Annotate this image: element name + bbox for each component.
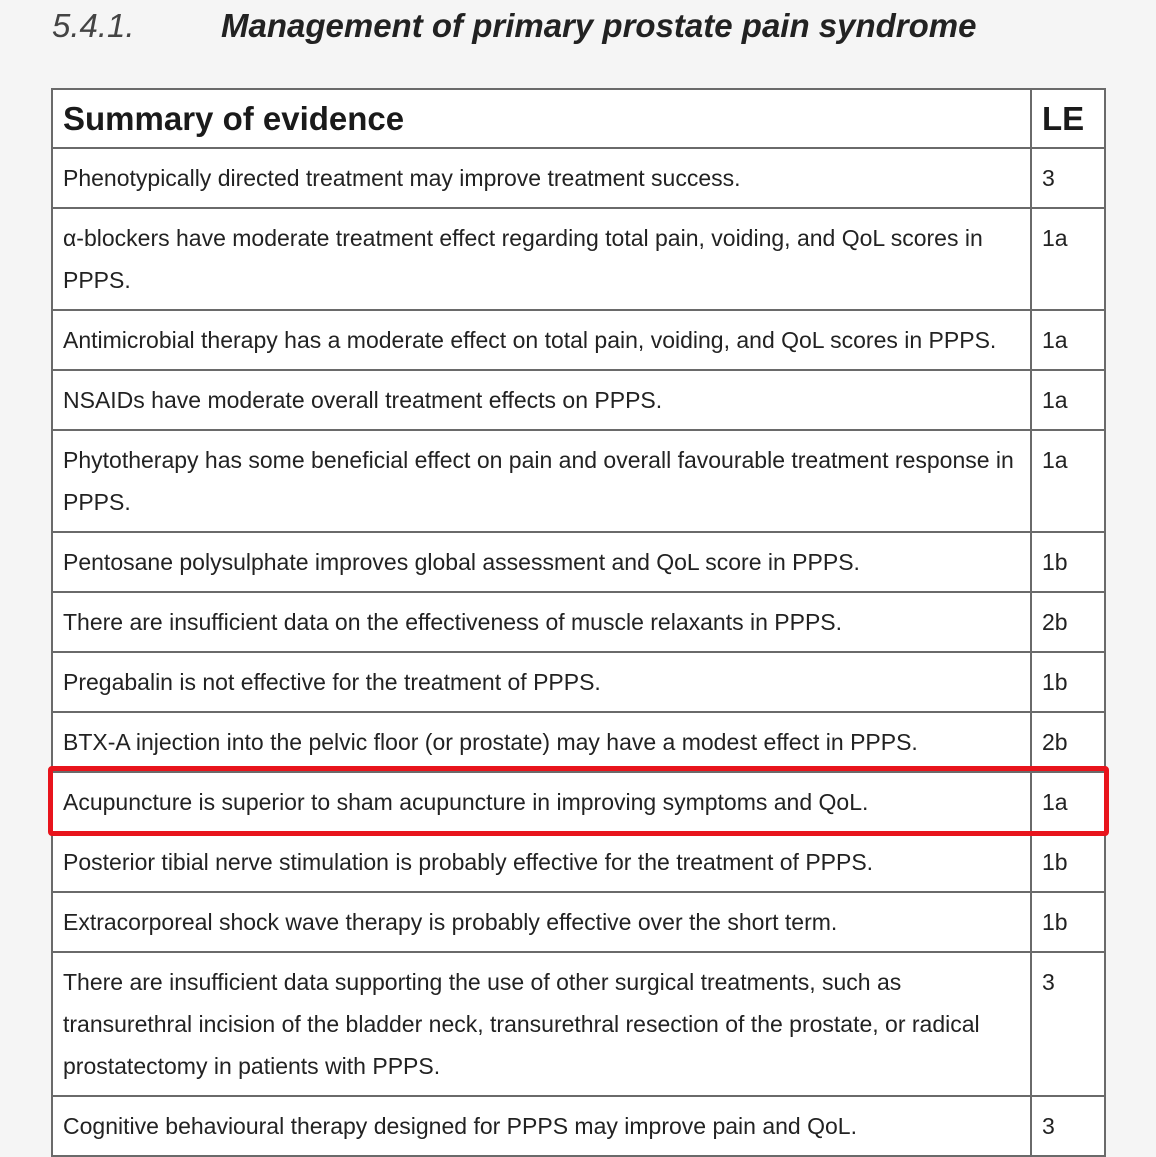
evidence-text: There are insufficient data on the effectiveness of muscle relaxants in PPPS. <box>52 592 1031 652</box>
evidence-text: There are insufficient data supporting the use of other surgical treatments, such as transurethral incision of the bladder neck, transurethral resection of the prostate, or radical prostatectomy in patients with PPPS. <box>52 952 1031 1096</box>
evidence-level: 1b <box>1031 532 1105 592</box>
table-row <box>52 1096 1105 1156</box>
header-le: LE <box>1031 89 1105 148</box>
evidence-level: 1a <box>1031 772 1105 832</box>
table-row-highlighted <box>52 772 1105 832</box>
table-row <box>52 310 1105 370</box>
table-row <box>52 592 1105 652</box>
evidence-table <box>51 88 1106 1157</box>
evidence-level: 1b <box>1031 892 1105 952</box>
evidence-level: 1a <box>1031 208 1105 310</box>
evidence-text: Antimicrobial therapy has a moderate effect on total pain, voiding, and QoL scores in PPPS. <box>52 310 1031 370</box>
evidence-level: 2b <box>1031 712 1105 772</box>
evidence-text: Acupuncture is superior to sham acupuncture in improving symptoms and QoL. <box>52 772 1031 832</box>
table-row <box>52 652 1105 712</box>
evidence-level: 2b <box>1031 592 1105 652</box>
table-row <box>52 208 1105 310</box>
evidence-level: 1a <box>1031 370 1105 430</box>
evidence-text: Phenotypically directed treatment may improve treatment success. <box>52 148 1031 208</box>
header-summary: Summary of evidence <box>52 89 1031 148</box>
table-row <box>52 952 1105 1096</box>
evidence-text: Posterior tibial nerve stimulation is probably effective for the treatment of PPPS. <box>52 832 1031 892</box>
evidence-level: 3 <box>1031 952 1105 1096</box>
evidence-level: 1a <box>1031 430 1105 532</box>
table-header-row <box>52 89 1105 148</box>
evidence-text: α-blockers have moderate treatment effect regarding total pain, voiding, and QoL scores in PPPS. <box>52 208 1031 310</box>
section-title: Management of primary prostate pain syndrome <box>221 7 977 44</box>
evidence-level: 3 <box>1031 1096 1105 1156</box>
evidence-text: Pentosane polysulphate improves global assessment and QoL score in PPPS. <box>52 532 1031 592</box>
table-row <box>52 148 1105 208</box>
evidence-text: Pregabalin is not effective for the treatment of PPPS. <box>52 652 1031 712</box>
evidence-level: 3 <box>1031 148 1105 208</box>
evidence-level: 1b <box>1031 652 1105 712</box>
table-row <box>52 832 1105 892</box>
table-row <box>52 430 1105 532</box>
section-heading <box>52 4 1132 48</box>
evidence-level: 1b <box>1031 832 1105 892</box>
evidence-text: Cognitive behavioural therapy designed for PPPS may improve pain and QoL. <box>52 1096 1031 1156</box>
section-number: 5.4.1. <box>52 7 135 44</box>
table-row <box>52 892 1105 952</box>
evidence-level: 1a <box>1031 310 1105 370</box>
table-row <box>52 532 1105 592</box>
evidence-text: NSAIDs have moderate overall treatment effects on PPPS. <box>52 370 1031 430</box>
evidence-text: BTX-A injection into the pelvic floor (or prostate) may have a modest effect in PPPS. <box>52 712 1031 772</box>
evidence-text: Phytotherapy has some beneficial effect on pain and overall favourable treatment response in PPPS. <box>52 430 1031 532</box>
evidence-text: Extracorporeal shock wave therapy is probably effective over the short term. <box>52 892 1031 952</box>
table-row <box>52 370 1105 430</box>
table-row <box>52 712 1105 772</box>
